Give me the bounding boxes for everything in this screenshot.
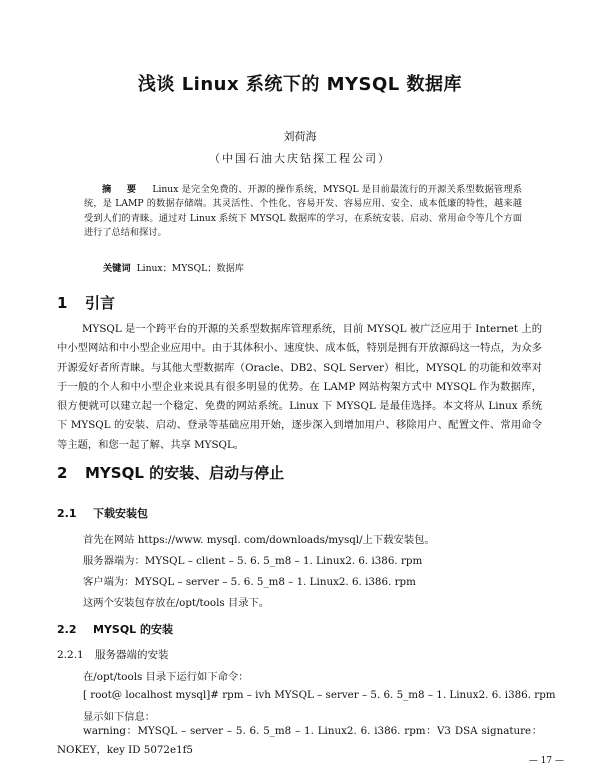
section-2-title: MYSQL 的安装、启动与停止 xyxy=(85,464,285,482)
section-1-heading xyxy=(57,292,115,313)
section-2-2-1-title: 服务器端的安装 xyxy=(95,649,169,661)
section-2-1-heading xyxy=(57,505,148,521)
section-2-2-heading xyxy=(57,621,173,637)
abstract-label: 摘 要 xyxy=(102,184,143,195)
section-1-paragraph: MYSQL 是一个跨平台的开源的关系型数据库管理系统，目前 MYSQL 被广泛应用于 Internet 上的中小型网站和中小型企业应用中。由于其体积小、速度快、成本低，特别是拥有开放源码这一特点，为众多开源爱好者所青睐。与其他大型数据库（Oracle、DB2、SQL Server）相比，MYSQL 的功能和效率对于一般的个人和中小型企业来说具有很多明显的优势。在 LAMP 网站构架方式中 MYSQL 作为数据库，很方便就可以建立起一个稳定、免费的网站系统。Linux 下 MYSQL 是最佳选择。本文将从 Linux 系统下 MYSQL 的安装、启动、登录等基础应用开始，逐步深入到增加用户、移除用户、配置文件、常用命令等主题，和您一起了解、共享 MYSQL。 xyxy=(57,323,542,451)
page-number: — 17 — xyxy=(528,756,564,766)
warning-output: warning：MYSQL – server – 5. 6. 5_m8 – 1. Linux2. 6. i386. rpm：V3 DSA signature：NOKEY，key ID 5072e1f5 xyxy=(57,725,542,757)
author-affiliation: （中国石油大庆钻探工程公司） xyxy=(209,152,391,165)
section-2-number: 2 xyxy=(57,464,68,482)
article-title: 浅谈 Linux 系统下的 MYSQL 数据库 xyxy=(137,74,463,95)
section-2-heading xyxy=(57,462,284,483)
author-name: 刘荷海 xyxy=(283,130,317,143)
keywords xyxy=(103,260,244,274)
section-2-1-title: 下载安装包 xyxy=(93,507,148,520)
section-2-2-title: MYSQL 的安装 xyxy=(93,623,174,636)
section-1-number: 1 xyxy=(57,294,68,312)
client-package-line: 客户端为：MYSQL – server – 5. 6. 5_m8 – 1. Linux2. 6. i386. rpm xyxy=(83,576,416,588)
section-2-2-1-heading xyxy=(57,647,169,662)
section-1-title: 引言 xyxy=(85,294,116,312)
package-location-line: 这两个安装包存放在/opt/tools 目录下。 xyxy=(83,597,270,609)
abstract-text: Linux 是完全免费的、开源的操作系统，MYSQL 是目前最流行的开源关系型数据管理系统，是 LAMP 的数据存储端。其灵活性、个性化、容易开发、容易应用、安全、成本低廉的特性，越来越受到人们的青睐。通过对 Linux 系统下 MYSQL 数据库的学习，在系统安装、启动、常用命令等几个方面进行了总结和探讨。 xyxy=(84,184,523,239)
abstract xyxy=(84,183,522,241)
rpm-command-line: [ root@ localhost mysql]# rpm – ivh MYSQL – server – 5. 6. 5_m8 – 1. Linux2. 6. i386. rpm xyxy=(83,689,556,701)
section-2-2-1-number: 2.2.1 xyxy=(57,649,84,661)
run-command-line: 在/opt/tools 目录下运行如下命令： xyxy=(83,671,249,683)
server-package-line: 服务器端为：MYSQL – client – 5. 6. 5_m8 – 1. Linux2. 6. i386. rpm xyxy=(83,555,423,567)
download-site-line: 首先在网站 https://www. mysql. com/downloads/mysql/上下载安装包。 xyxy=(83,534,435,546)
display-info-line: 显示如下信息： xyxy=(83,711,156,723)
section-2-1-number: 2.1 xyxy=(57,507,77,520)
keywords-text: Linux；MYSQL；数据库 xyxy=(136,263,244,274)
section-2-2-number: 2.2 xyxy=(57,623,77,636)
keywords-label: 关键词 xyxy=(103,263,131,274)
